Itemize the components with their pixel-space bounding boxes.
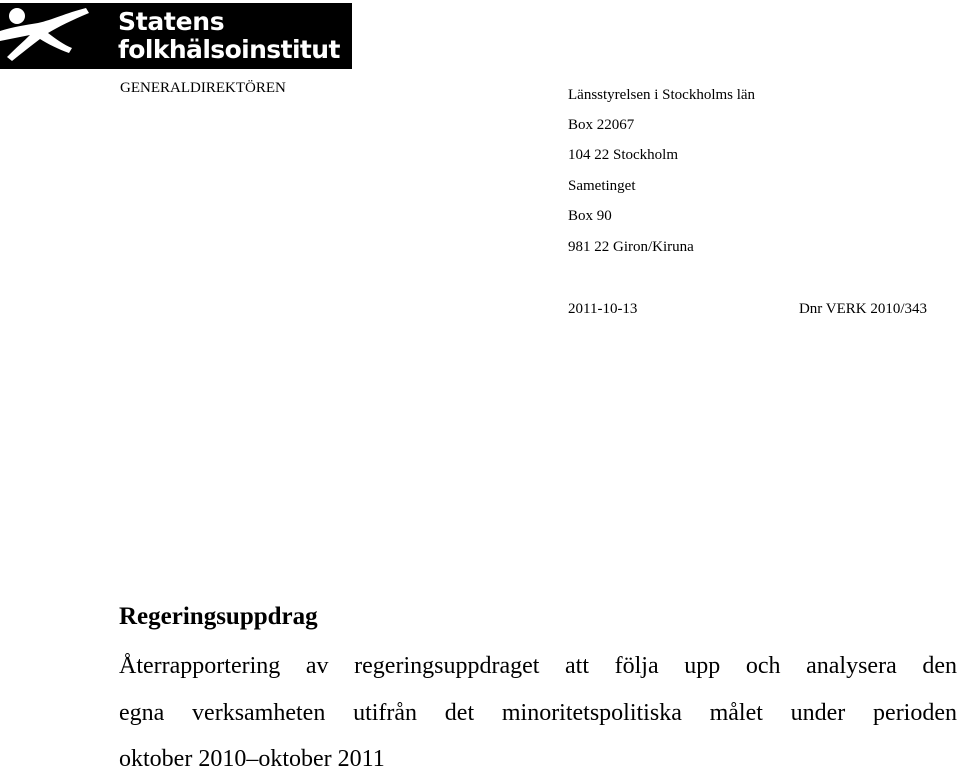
- sender-title: GENERALDIREKTÖREN: [120, 80, 286, 96]
- subject-line: egna verksamheten utifrån det minoritetspolitiska målet under perioden: [119, 700, 957, 726]
- letter-date: 2011-10-13: [568, 301, 638, 317]
- logo-text-statens: Statens: [118, 7, 225, 36]
- subject-line: Återrapportering av regeringsuppdraget att följa upp och analysera den: [119, 653, 957, 679]
- document-heading: Regeringsuppdrag: [119, 603, 318, 630]
- reference-number: Dnr VERK 2010/343: [798, 301, 927, 317]
- recipient-line: 104 22 Stockholm: [568, 147, 679, 163]
- recipient-line: Länsstyrelsen i Stockholms län: [568, 87, 756, 103]
- recipient-line: 981 22 Giron/Kiruna: [568, 239, 694, 255]
- recipient-line: Box 22067: [568, 117, 635, 133]
- recipient-line: Sametinget: [568, 178, 636, 194]
- subject-line: oktober 2010–oktober 2011: [119, 746, 385, 772]
- recipient-line: Box 90: [568, 208, 612, 224]
- logo: [0, 3, 352, 69]
- logo-text-folkhalsoinstitut: folkhälsoinstitut: [118, 35, 340, 64]
- leaping-figure-icon: [0, 3, 100, 69]
